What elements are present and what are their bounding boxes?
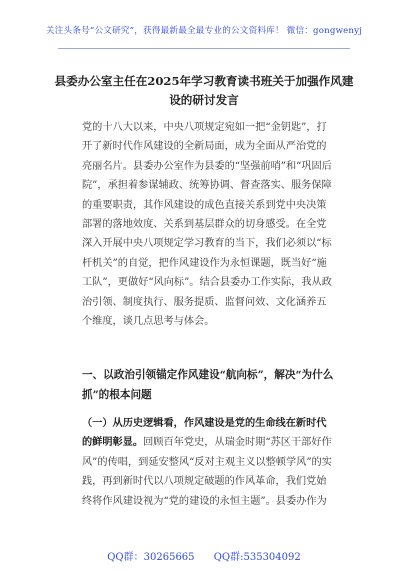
section-paragraph-1 bbox=[82, 414, 334, 511]
document-footer bbox=[0, 548, 408, 563]
paragraph-lead-sentence: （一）从历史逻辑看，作风建设是党的生命线在新时代的鲜明彰显。 bbox=[82, 417, 327, 449]
header-promo-text: 关注头条号“公文研究”，获得最新最全最专业的公文资料库！ 微信：gongwenyj bbox=[45, 26, 363, 36]
document-header bbox=[0, 10, 408, 50]
header-divider bbox=[58, 48, 350, 49]
intro-paragraph: 党的十八大以来，中央八项规定宛如一把“金钥匙”，打开了新时代作风建设的全新局面，成为全面从严治党的亮丽名片。县委办公室作为县委的“坚强前哨”和“巩固后院”，承担着参谋辅政、统筹协调、督查落实、服务保障的重要职责，其作风建设的成色直接关系到党中央决策部署的落地效度、关系到基层群众的切身感受。在全党深入开展中央八项规定学习教育的当下，我们必须以“标杆机关”的自觉，把作风建设作为永恒课题，既当好“施工队”，更做好“风向标”。结合县委办工作实际，我从政治引领、制度执行、服务提质、监督问效、文化涵养五个维度，谈几点思考与体会。 bbox=[82, 122, 332, 328]
paragraph-body-text: 回顾百年党史，从瑞金时期“苏区干部好作风”的传唱，到延安整风“反对主观主义以整顿学风”的实践，再到新时代以八项规定破题的作风革命，我们党始终将作风建设视为“党的建设的永恒主题”。县委办作为 bbox=[82, 437, 332, 507]
section-heading-1: 一、以政治引领锚定作风建设“航向标”，解决“为什么抓”的根本问题 bbox=[82, 369, 334, 401]
footer-qq-group-2: QQ群:535304092 bbox=[213, 552, 301, 563]
document-title: 县委办公室主任在2025年学习教育读书班关于加强作风建设的研讨发言 bbox=[54, 74, 354, 107]
footer-qq-group-1: QQ群：30265665 bbox=[107, 552, 195, 563]
